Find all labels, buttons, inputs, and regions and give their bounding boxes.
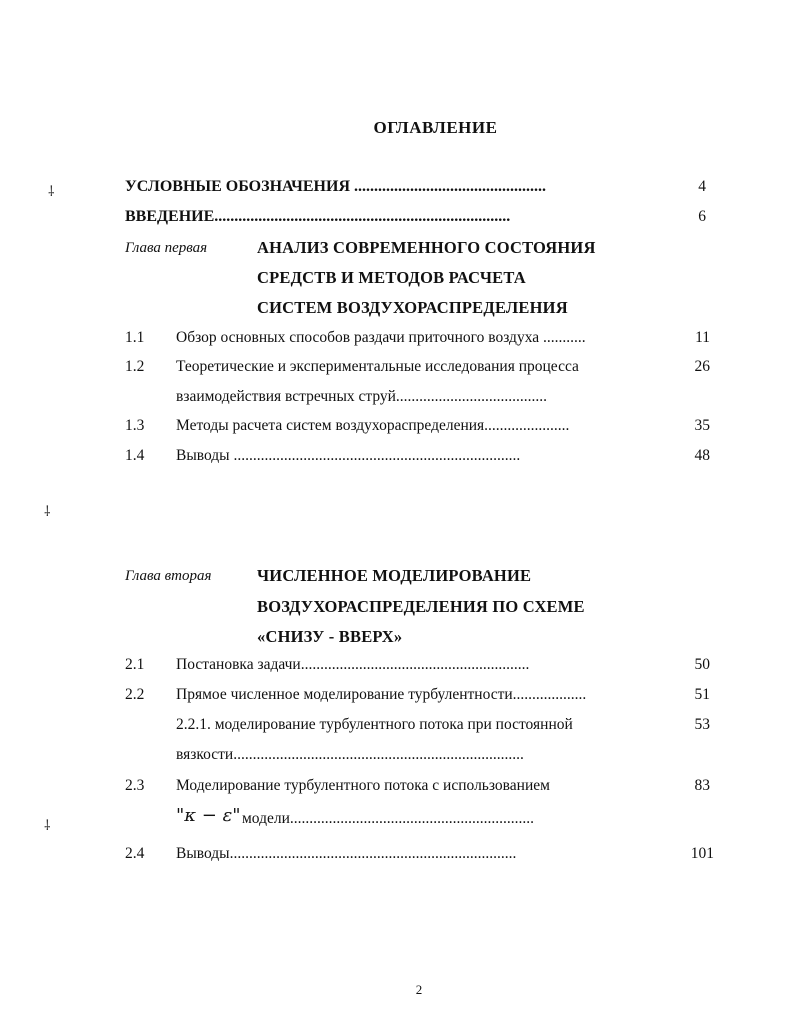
section-title: Теоретические и экспериментальные исследования процесса xyxy=(176,358,579,375)
section-number: 1.4 xyxy=(125,447,145,464)
margin-mark-icon: ⸸ xyxy=(44,819,51,834)
toc-page: 26 xyxy=(694,358,710,375)
chapter-heading-line: ЧИСЛЕННОЕ МОДЕЛИРОВАНИЕ xyxy=(257,566,532,585)
toc-title: ОГЛАВЛЕНИЕ xyxy=(373,118,498,137)
section-number: 1.1 xyxy=(125,329,145,346)
toc-page: 50 xyxy=(694,656,710,673)
toc-page: 4 xyxy=(698,178,706,195)
chapter-heading-line: АНАЛИЗ СОВРЕМЕННОГО СОСТОЯНИЯ xyxy=(257,238,596,257)
toc-page: 101 xyxy=(690,845,714,862)
section-number: 2.3 xyxy=(125,777,145,794)
section-number: 1.3 xyxy=(125,417,145,434)
section-title: Постановка задачи........................................................... xyxy=(176,656,530,673)
section-number: 2.4 xyxy=(125,845,145,862)
section-number: 2.1 xyxy=(125,656,145,673)
toc-page: 35 xyxy=(694,417,710,434)
toc-page: 51 xyxy=(694,686,710,703)
chapter-label: Глава вторая xyxy=(125,568,212,584)
section-title-cont: модели............................................................... xyxy=(242,810,535,827)
section-title: Выводы .......................................................................... xyxy=(176,447,521,464)
toc-page: 6 xyxy=(698,208,706,225)
subsection-title: 2.2.1. моделирование турбулентного потока при постоянной xyxy=(176,716,573,733)
toc-page: 83 xyxy=(694,777,710,794)
section-title-cont: взаимодействия встречных струй....................................... xyxy=(176,388,548,405)
subsection-title-cont: вязкости........................................................................... xyxy=(176,746,524,763)
toc-page: 48 xyxy=(694,447,710,464)
chapter-heading-line: СРЕДСТВ И МЕТОДОВ РАСЧЕТА xyxy=(257,268,526,287)
chapter-heading-line: «СНИЗУ - ВВЕРХ» xyxy=(257,627,403,646)
margin-mark-icon: ⸸ xyxy=(48,185,55,200)
chapter-heading-line: ВОЗДУХОРАСПРЕДЕЛЕНИЯ ПО СХЕМЕ xyxy=(257,597,585,616)
margin-mark-icon: ⸸ xyxy=(44,505,51,520)
chapter-label: Глава первая xyxy=(125,240,208,256)
section-title: Методы расчета систем воздухораспределения...................... xyxy=(176,417,570,434)
kappa-epsilon-formula: "κ − ε" xyxy=(176,805,241,826)
toc-page: 53 xyxy=(694,716,710,733)
section-title: Прямое численное моделирование турбулентности................... xyxy=(176,686,587,703)
toc-entry-notation: УСЛОВНЫЕ ОБОЗНАЧЕНИЯ ................................................ xyxy=(125,178,546,195)
section-title: Выводы.......................................................................... xyxy=(176,845,517,862)
chapter-heading-line: СИСТЕМ ВОЗДУХОРАСПРЕДЕЛЕНИЯ xyxy=(257,298,568,317)
page-number: 2 xyxy=(415,982,423,997)
toc-page: 11 xyxy=(695,329,710,346)
toc-entry-intro: ВВЕДЕНИЕ.......................................................................... xyxy=(125,208,511,225)
section-number: 2.2 xyxy=(125,686,145,703)
section-title: Обзор основных способов раздачи приточного воздуха ........... xyxy=(176,329,586,346)
section-title: Моделирование турбулентного потока с использованием xyxy=(176,777,550,794)
section-number: 1.2 xyxy=(125,358,145,375)
